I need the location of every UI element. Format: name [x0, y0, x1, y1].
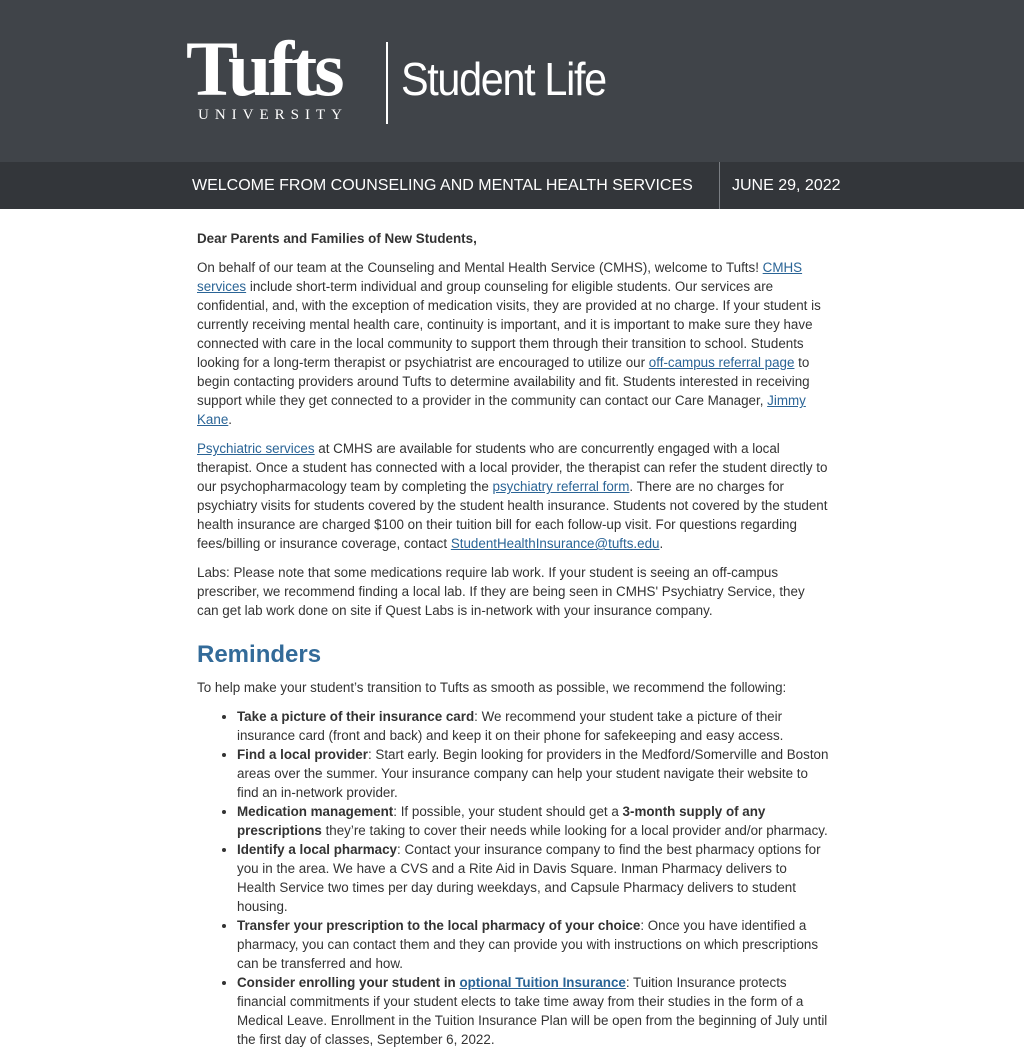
item-text: : Tuition Insurance protects financial commitments if your student elects to take time away from their studies in the form of a Medical Leave. Enrollment in the Tuition Insurance Plan will be open from the beginning of July until the first day of classes, September 6, 2022. — [237, 975, 828, 1047]
text-span: . — [228, 412, 233, 427]
cmhs-services-link[interactable]: CMHS services — [197, 260, 803, 294]
item-text: they’re taking to cover their needs while looking for a local provider and/or pharmacy. — [321, 823, 828, 838]
text-span: at CMHS are available for students who are concurrently engaged with a local therapist. Once a student has connected with a local provider, the therapist can refer the student directly to our psychopharmacology team by completing the — [197, 441, 828, 494]
reminders-intro: To help make your student’s transition to Tufts as smooth as possible, we recommend the following: — [197, 680, 787, 695]
student-life-logo-text: Student Life — [401, 53, 606, 105]
email-header — [0, 0, 1024, 162]
list-item — [237, 802, 829, 840]
item-text: : We recommend your student take a picture of their insurance card (front and back) and keep it on their phone for safekeeping and easy access. — [237, 709, 784, 743]
list-item — [237, 973, 829, 1049]
off-campus-referral-link[interactable]: off-campus referral page — [648, 355, 795, 370]
item-text: : Contact your insurance company to find the best pharmacy options for you in the area. We have a CVS and a Rite Aid in Davis Square. Inman Pharmacy delivers to Health Service two times per day during weekdays, and Capsule Pharmacy delivers to student housing. — [237, 842, 821, 914]
list-item — [237, 745, 829, 802]
logo-divider — [386, 42, 388, 124]
greeting: Dear Parents and Families of New Students, — [197, 231, 477, 246]
item-text: : Once you have identified a pharmacy, you can contact them and they can provide you with instructions on which prescriptions can be transferred and how. — [237, 918, 819, 971]
psychiatric-services-link[interactable]: Psychiatric services — [197, 441, 315, 456]
item-title: Identify a local pharmacy — [237, 842, 398, 857]
item-title: Medication management — [237, 804, 394, 819]
item-title: Take a picture of their insurance card — [237, 709, 475, 724]
item-text: : If possible, your student should get a — [393, 804, 623, 819]
item-emphasis: 3-month supply of any prescriptions — [237, 804, 766, 838]
paragraph-cmhs-services — [197, 258, 829, 429]
text-span: to begin contacting providers around Tufts to determine availability and fit. Students interested in receiving support while they get connected to a provider in the community can contact our Care Manager, — [197, 355, 810, 408]
jimmy-kane-link[interactable]: Jimmy Kane — [197, 393, 806, 427]
tufts-wordmark — [186, 25, 376, 128]
university-logo-text: UNIVERSITY — [198, 107, 348, 123]
tufts-student-life-logo[interactable] — [186, 25, 629, 128]
banner-divider — [719, 162, 720, 209]
item-title: Find a local provider — [237, 747, 368, 762]
paragraph-labs: Labs: Please note that some medications require lab work. If your student is seeing an off-campus prescriber, we recommend finding a local lab. If they are being seen in CMHS' Psychiatry Service, they can get lab work done on site if Quest Labs is in-network with your insurance company. — [197, 565, 805, 618]
text-span: . — [659, 536, 664, 551]
psychiatry-referral-form-link[interactable]: psychiatry referral form — [492, 479, 630, 494]
title-banner — [0, 162, 1024, 209]
item-title: Transfer your prescription to the local pharmacy of your choice — [237, 918, 641, 933]
list-item — [237, 840, 829, 916]
reminders-heading: Reminders — [197, 641, 322, 668]
text-span: . There are no charges for psychiatry visits for students covered by the student health insurance. Students not covered by the student health insurance are charged $100 on their tuition bill for each follow-up visit. For questions regarding fees/billing or insurance coverage, contact — [197, 479, 828, 551]
list-item — [237, 916, 829, 973]
reminders-list — [197, 707, 829, 1049]
text-span: On behalf of our team at the Counseling and Mental Health Service (CMHS), welcome to Tufts! — [197, 260, 763, 275]
tuition-insurance-link[interactable]: optional Tuition Insurance — [459, 975, 626, 990]
paragraph-psychiatric-services — [197, 439, 829, 553]
list-item — [237, 707, 829, 745]
tufts-logo-text: Tufts — [186, 25, 342, 112]
item-text: : Start early. Begin looking for providers in the Medford/Somerville and Boston areas over the summer. Your insurance company can help your student navigate their website to find an in-network provider. — [237, 747, 829, 800]
text-span: include short-term individual and group counseling for eligible students. Our services are confidential, and, with the exception of medication visits, they are provided at no charge. If your student is currently receiving mental health care, continuity is important, and it is important to make sure they have connected with care in the local community to support them through their transition to school. Students looking for a long-term therapist or psychiatrist are encouraged to utilize our — [197, 279, 821, 370]
banner-date: JUNE 29, 2022 — [732, 177, 841, 194]
banner-title: WELCOME FROM COUNSELING AND MENTAL HEALTH SERVICES — [192, 177, 693, 194]
email-body — [197, 229, 829, 1049]
student-health-insurance-email-link[interactable]: StudentHealthInsurance@tufts.edu — [450, 536, 660, 551]
item-title: Consider enrolling your student in — [237, 975, 460, 990]
